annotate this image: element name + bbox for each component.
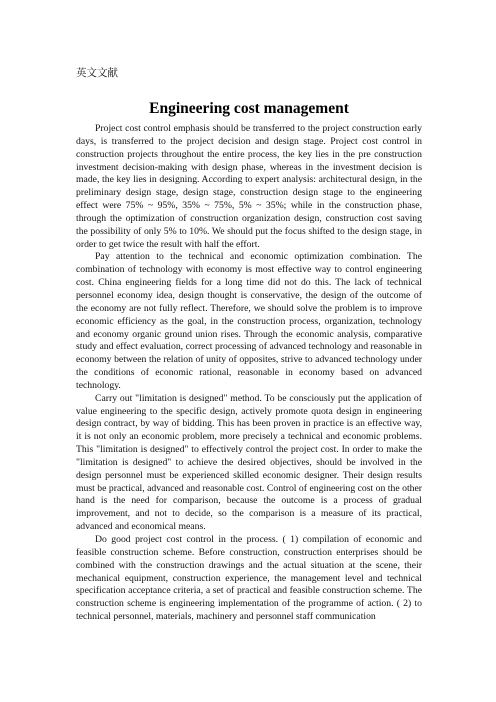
- paragraph-3: Carry out "limitation is designed" method. To be consciously put the application of value engineering to the specific design, actively promote quota design in engineering design contract, by way of bidding. This has been proven in practice is an effective way, it is not only an economic problem, more precisely a technical and economic problems. This "limitation is designed" to effectively control the project cost. In order to make the "limitation is designed" to achieve the desired objectives, should be involved in the design personnel must be experienced skilled economic designer. Their design results must be practical, advanced and reasonable cost. Control of engineering cost on the other hand is the need for comparison, because the outcome is a process of gradual improvement, and not to decide, so the comparison is a measure of its practical, advanced and economical means.: [76, 392, 422, 533]
- document-body: [76, 123, 422, 624]
- document-title: Engineering cost management: [149, 100, 349, 117]
- paragraph-1: Project cost control emphasis should be transferred to the project construction early days, is transferred to the project decision and design stage. Project cost control in construction projects throughout the entire process, the key lies in the pre construction investment decision-making with design phase, whereas in the investment decision is made, the key lies in designing. According to expert analysis: architectural design, in the preliminary design stage, design stage, construction design stage to the engineering effect were 75% ~ 95%, 35% ~ 75%, 5% ~ 35%; while in the construction phase, through the optimization of construction organization design, construction cost saving the possibility of only 5% to 10%. We should put the focus shifted to the design stage, in order to get twice the result with half the effort.: [76, 123, 422, 250]
- paragraph-2: Pay attention to the technical and economic optimization combination. The combination of technology with economy is most effective way to control engineering cost. China engineering fields for a long time did not do this. The lack of technical personnel economy idea, design thought is conservative, the design of the outcome of the economy are not fully reflect. Therefore, we should solve the problem is to improve economic efficiency as the goal, in the construction process, organization, technology and economy organic ground union rises. Through the economic analysis, comparative study and effect evaluation, correct processing of advanced technology and reasonable in economy between the relation of unity of opposites, strive to advanced technology under the conditions of economic rational, reasonable in economy based on advanced technology.: [76, 251, 422, 391]
- document-header-label: 英文文献: [76, 67, 118, 79]
- paragraph-4: Do good project cost control in the process. ( 1) compilation of economic and feasible construction scheme. Before construction, construction enterprises should be combined with the construction drawings and the actual situation at the scene, their mechanical equipment, construction experience, the management level and technical specification acceptance criteria, a set of practical and feasible construction scheme. The construction scheme is engineering implementation of the programme of action. ( 2) to technical personnel, materials, machinery and personnel staff communication: [76, 534, 422, 623]
